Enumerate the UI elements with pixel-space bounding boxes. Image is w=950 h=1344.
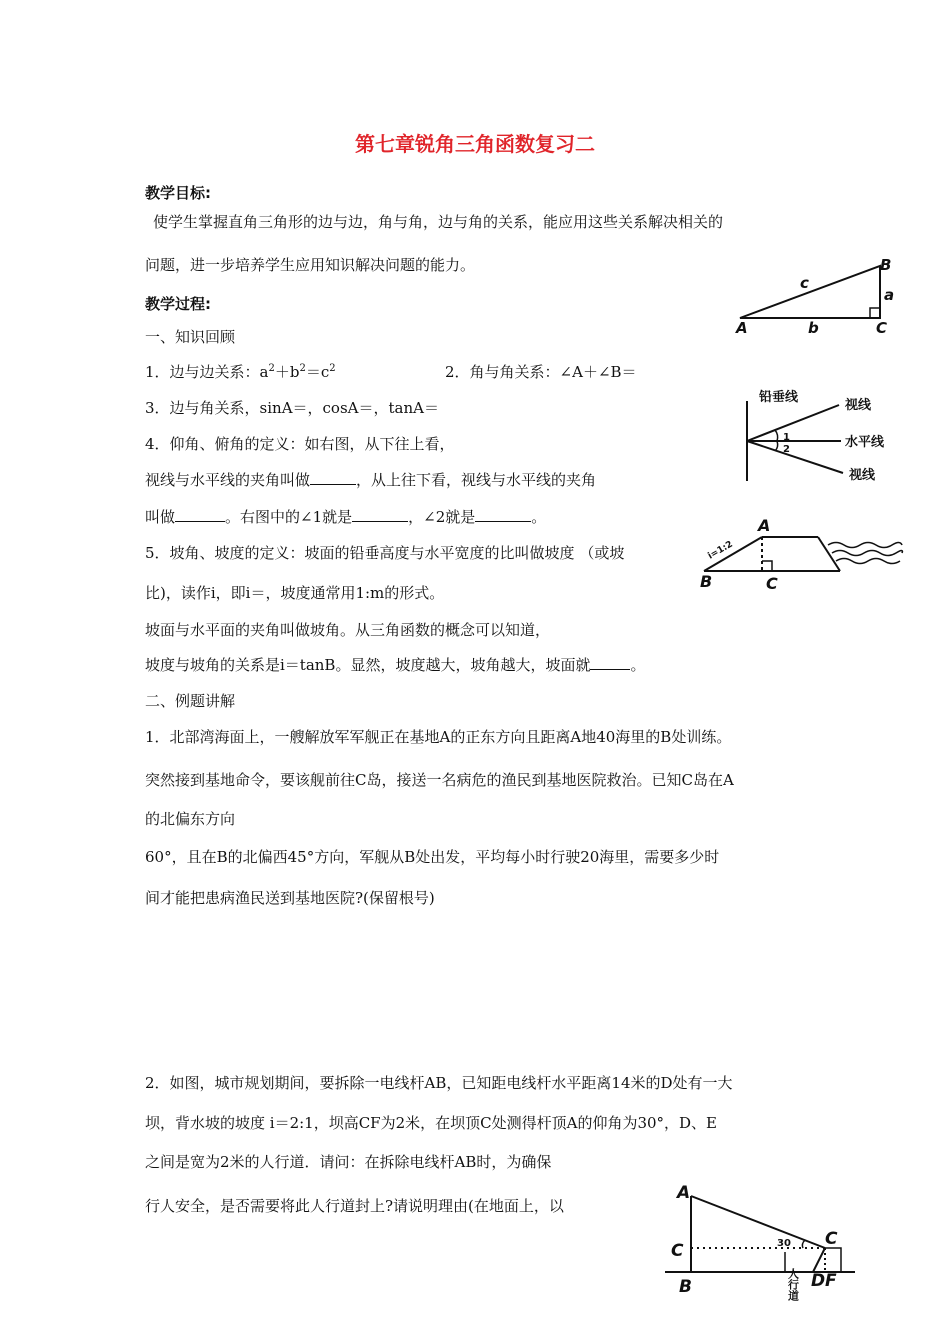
review-item-1 <box>145 362 336 382</box>
right-angle-mark <box>870 308 880 318</box>
answer-blank[interactable] <box>590 655 630 670</box>
item1-exp-a: 2 <box>268 363 275 374</box>
right-angle-mark <box>762 561 772 571</box>
review-item-4-line-3 <box>145 507 546 527</box>
example-1-line-2: 突然接到基地命令，要该舰前往C岛，接送一名病危的渔民到基地医院救治。已知C岛在A <box>145 771 734 789</box>
sight-line-down <box>747 441 843 473</box>
vertex-C: C <box>876 319 888 337</box>
item4-line3-c: ，∠2就是 <box>408 508 476 526</box>
review-item-4-line-2 <box>145 470 596 490</box>
label-a: a <box>884 286 895 304</box>
vertex-F: F <box>825 1271 837 1291</box>
item4-line3-a: 叫做 <box>145 508 176 526</box>
label-sight-down: 视线 <box>849 468 876 483</box>
examples-heading: 二、例题讲解 <box>145 692 236 710</box>
label-horizontal: 水平线 <box>845 435 885 450</box>
item1-exp-c: 2 <box>329 363 336 374</box>
vertex-C-left: C <box>671 1241 684 1261</box>
example-1-line-4: 60°，且在B的北偏西45°方向，军舰从B处出发，平均每小时行驶20海里，需要多少时 <box>145 848 720 866</box>
answer-blank[interactable] <box>352 507 408 522</box>
item1-exp-b: 2 <box>299 363 306 374</box>
item1-prefix: 1．边与边关系：a <box>145 363 269 381</box>
answer-blank[interactable] <box>310 470 356 485</box>
item5-line4-b: 。 <box>630 656 646 674</box>
vertex-B: B <box>679 1277 692 1297</box>
review-item-5-line-2: 比)，读作i，即i＝，坡度通常用1:m的形式。 <box>145 584 445 602</box>
slope-figure <box>700 515 905 595</box>
label-sight-up: 视线 <box>845 398 872 413</box>
objectives-line-2: 问题，进一步培养学生应用知识解决问题的能力。 <box>145 256 476 274</box>
slope-ratio-label: i=1:2 <box>706 539 735 562</box>
item5-line4-a: 坡度与坡角的关系是i＝tanB。显然，坡度越大，坡角越大，坡面就 <box>145 656 591 674</box>
review-item-5-line-4 <box>145 655 645 675</box>
vertex-A: A <box>677 1183 691 1203</box>
label-c: c <box>800 274 809 292</box>
example-2-line-1: 2．如图，城市规划期间，要拆除一电线杆AB，已知距电线杆水平距离14米的D处有一大 <box>145 1074 733 1092</box>
review-item-3: 3．边与角关系，sinA＝，cosA＝，tanA＝ <box>145 399 439 417</box>
label-angle-1: 1 <box>783 432 790 443</box>
vertex-D: D <box>811 1271 826 1291</box>
label-vertical: 铅垂线 <box>759 390 799 405</box>
item4-line3-d: 。 <box>531 508 547 526</box>
objectives-line-1: 使学生掌握直角三角形的边与边，角与角，边与角的关系，能应用这些关系解决相关的 <box>153 213 724 231</box>
example-1-line-1: 1．北部湾海面上，一艘解放军军舰正在基地A的正东方向且距离A地40海里的B处训练。 <box>145 728 732 746</box>
objectives-heading: 教学目标: <box>145 184 211 202</box>
page-title: 第七章锐角三角函数复习二 <box>355 132 595 156</box>
review-heading: 一、知识回顾 <box>145 328 236 346</box>
triangle-outline <box>740 266 880 318</box>
item1-c: ＝c <box>305 363 330 381</box>
label-b: b <box>808 319 819 337</box>
angle-arc-1 <box>775 430 778 441</box>
vertex-C-right: C <box>825 1229 838 1249</box>
triangle-lines <box>740 266 880 318</box>
item1-b: ＋b <box>274 363 300 381</box>
pole-dam-figure <box>665 1182 865 1307</box>
angle-arc <box>802 1240 805 1248</box>
answer-blank[interactable] <box>175 507 225 522</box>
angle-30-label: 30 <box>777 1238 791 1249</box>
item4-line2-a: 视线与水平线的夹角叫做 <box>145 471 311 489</box>
right-triangle-figure <box>730 252 910 342</box>
review-item-2: 2．角与角关系：∠A＋∠B＝ <box>445 363 637 381</box>
walkway-label: 人行道 <box>786 1268 800 1301</box>
water-wave-3 <box>836 559 900 564</box>
vertex-A: A <box>758 516 771 535</box>
example-2-line-3: 之间是宽为2米的人行道．请问：在拆除电线杆AB时，为确保 <box>145 1153 552 1171</box>
review-item-4-line-1: 4．仰角、俯角的定义：如右图，从下往上看， <box>145 435 455 453</box>
label-angle-2: 2 <box>783 444 790 455</box>
example-1-line-5: 间才能把患病渔民送到基地医院?(保留根号) <box>145 889 435 907</box>
vertex-B: B <box>880 256 892 274</box>
angle-arc-2 <box>775 441 778 451</box>
example-2-line-4: 行人安全，是否需要将此人行道封上?请说明理由(在地面上，以 <box>145 1197 564 1215</box>
review-item-5-line-3: 坡面与水平面的夹角叫做坡角。从三角函数的概念可以知道， <box>145 621 551 639</box>
water-wave-2 <box>832 551 902 556</box>
example-2-line-2: 坝，背水坡的坡度 i＝2:1，坝高CF为2米，在坝顶C处测得杆顶A的仰角为30°，D、E <box>145 1114 718 1132</box>
elevation-angle-figure <box>735 385 905 485</box>
vertex-C: C <box>766 574 778 593</box>
example-1-line-3: 的北偏东方向 <box>145 810 236 828</box>
dam-top <box>825 1248 841 1272</box>
item4-line3-b: 。右图中的∠1就是 <box>225 508 353 526</box>
sight-line-up <box>747 405 839 441</box>
process-heading: 教学过程: <box>145 295 211 313</box>
review-item-5-line-1: 5．坡角、坡度的定义：坡面的铅垂高度与水平宽度的比叫做坡度 （或坡 <box>145 544 625 562</box>
vertex-A: A <box>736 319 748 337</box>
vertex-B: B <box>700 572 713 591</box>
dam-back-slope <box>813 1248 825 1272</box>
item4-line2-b: ，从上往下看，视线与水平线的夹角 <box>356 471 597 489</box>
water-wave-1 <box>828 543 902 548</box>
answer-blank[interactable] <box>475 507 531 522</box>
